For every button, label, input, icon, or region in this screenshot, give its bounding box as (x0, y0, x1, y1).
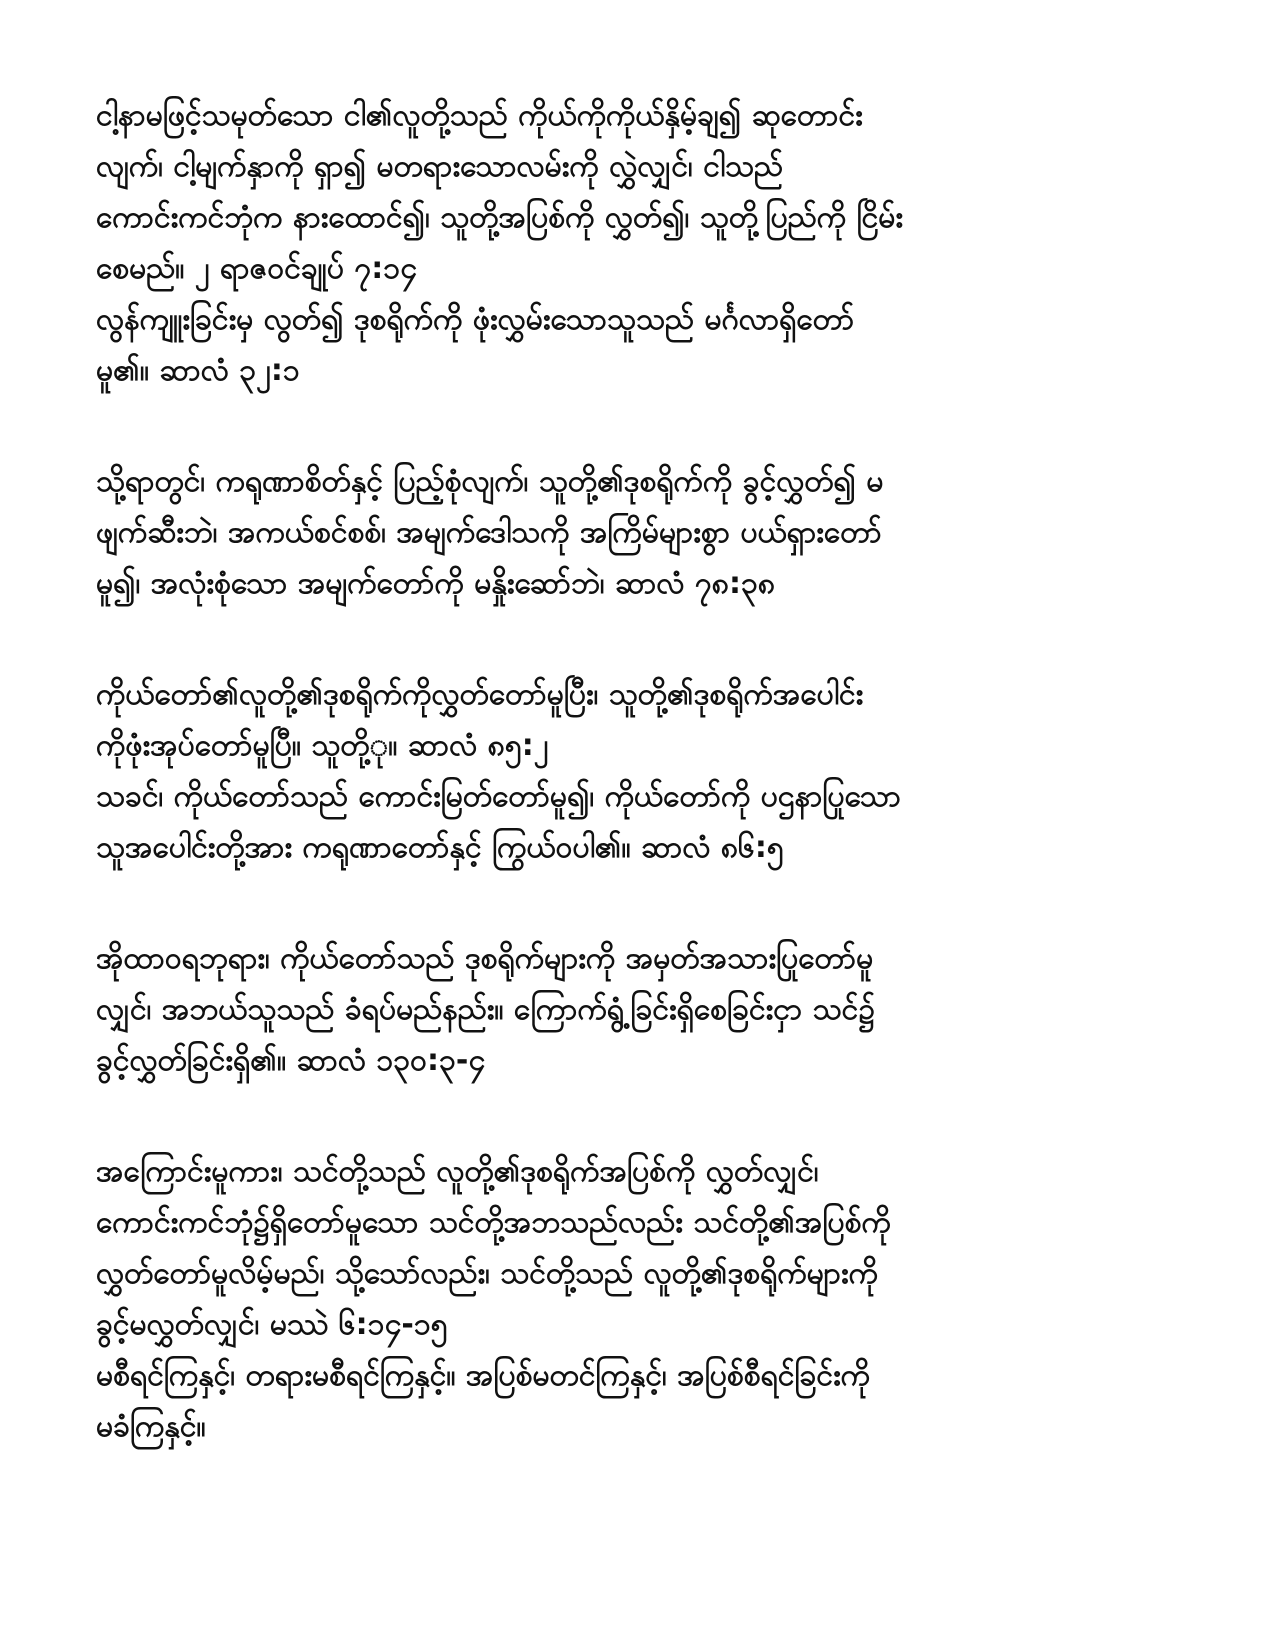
text-line: ကိုဖုံးအုပ်တော်မူပြီ။ သူတို့ု။ ဆာလံ ၈၅:၂ (96, 728, 549, 763)
text-line: မစီရင်ကြနှင့်၊ တရားမစီရင်ကြနှင့်။ အပြစ်မတင်ကြနှင့်၊ အပြစ်စီရင်ခြင်းကို (96, 1358, 871, 1393)
text-line: အိုထာဝရဘုရား၊ ကိုယ်တော်သည် ဒုစရိုက်များကို အမှတ်အသားပြုတော်မူ (96, 941, 874, 976)
text-line: သူအပေါင်းတို့အား ကရုဏာတော်နှင့် ကြွယ်ဝပါ၏။ ဆာလံ ၈၆:၅ (96, 830, 784, 865)
text-line: လျှင်၊ အဘယ်သူသည် ခံရပ်မည်နည်း။ ကြောက်ရွံ့ခြင်းရှိစေခြင်းငှာ သင်၌ (96, 992, 875, 1027)
text-line: မူ၍၊ အလုံးစုံသော အမျက်တော်ကို မနှိုးဆော်ဘဲ၊ ဆာလံ ၇၈:၃၈ (96, 566, 775, 601)
text-line: ကိုယ်တော်၏လူတို့၏ဒုစရိုက်ကိုလွှတ်တော်မူပြီး၊ သူတို့၏ဒုစရိုက်အပေါင်း (96, 677, 864, 712)
text-line: ငါ့နာမဖြင့်သမုတ်သော ငါ၏လူတို့သည် ကိုယ်ကိုကိုယ်နှိမ့်ချ၍ ဆုတောင်း (96, 98, 863, 133)
text-line: ခွင့်လွှတ်ခြင်းရှိ၏။ ဆာလံ ၁၃၀:၃-၄ (96, 1043, 486, 1078)
text-line: ကောင်းကင်ဘုံ၌ရှိတော်မူသော သင်တို့အဘသည်လည်း သင်တို့၏အပြစ်ကို (96, 1205, 891, 1240)
text-line: လွှတ်တော်မူလိမ့်မည်၊ သို့သော်လည်း၊ သင်တို့သည် လူတို့၏ဒုစရိုက်များကို (96, 1256, 878, 1291)
text-line: လျက်၊ ငါ့မျက်နှာကို ရှာ၍ မတရားသောလမ်းကို လွှဲလျှင်၊ ငါသည် (96, 149, 784, 184)
text-line: မူ၏။ ဆာလံ ၃၂:၁ (96, 353, 300, 388)
text-line: ကောင်းကင်ဘုံက နားထောင်၍၊ သူတို့အပြစ်ကို လွှတ်၍၊ သူတို့ပြည်ကို ငြိမ်း (96, 200, 904, 235)
paragraph-2 (96, 456, 1189, 609)
text-line: မခံကြနှင့်။ (96, 1409, 206, 1444)
paragraph-5 (96, 1146, 1189, 1452)
text-line: ခွင့်မလွှတ်လျှင်၊ မဿဲ ၆:၁၄-၁၅ (96, 1307, 448, 1342)
text-line: ဖျက်ဆီးဘဲ၊ အကယ်စင်စစ်၊ အမျက်ဒေါသကို အကြိမ်များစွာ ပယ်ရှားတော် (96, 515, 882, 550)
text-line: လွန်ကျူးခြင်းမှ လွတ်၍ ဒုစရိုက်ကို ဖုံးလွှမ်းသောသူသည် မင်္ဂလာရှိတော် (96, 302, 855, 337)
text-line: သခင်၊ ကိုယ်တော်သည် ကောင်းမြတ်တော်မူ၍၊ ကိုယ်တော်ကို ပဌနာပြုသော (96, 779, 902, 814)
text-line: အကြောင်းမူကား၊ သင်တို့သည် လူတို့၏ဒုစရိုက်အပြစ်ကို လွှတ်လျှင်၊ (96, 1154, 819, 1189)
paragraph-1 (96, 90, 1189, 396)
paragraph-4 (96, 933, 1189, 1086)
paragraph-3 (96, 669, 1189, 873)
text-line: စေမည်။ ၂ ရာဇဝင်ချုပ် ၇:၁၄ (96, 251, 418, 286)
text-line: သို့ရာတွင်၊ ကရုဏာစိတ်နှင့် ပြည့်စုံလျက်၊ သူတို့၏ဒုစရိုက်ကို ခွင့်လွှတ်၍ မ (96, 464, 884, 499)
